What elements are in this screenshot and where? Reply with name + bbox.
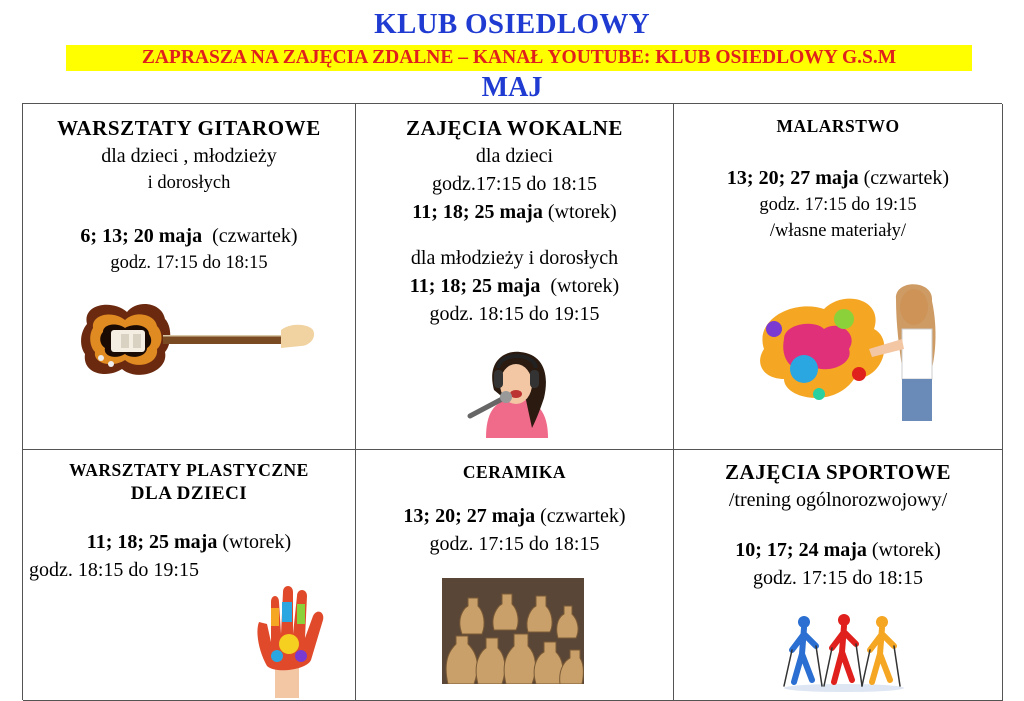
wokalne-schedule-children [356,198,673,226]
malarstwo-note: /własne materiały/ [769,221,907,241]
plastyczne-dates: 11; 18; 25 maja [86,531,218,553]
painted-hand-icon [245,582,333,698]
wokalne-day-children: (wtorek) [542,201,617,223]
plastyczne-day: (wtorek) [217,531,292,553]
gitarowe-hours: godz. 17:15 do 18:15 [110,253,268,273]
cell-sportowe [674,450,1003,701]
gitarowe-title: WARSZTATY GITAROWE [57,116,321,140]
singer-with-microphone-icon [456,350,574,438]
sportowe-dates: 10; 17; 24 maja [735,539,867,561]
gitarowe-audience-1: dla dzieci , młodzieży [101,145,277,167]
wokalne-day-adults: (wtorek) [540,275,620,297]
wokalne-hours-adults: godz. 18:15 do 19:15 [429,303,600,325]
sportowe-subtitle: /trening ogólnorozwojowy/ [728,489,948,511]
sportowe-hours: godz. 17:15 do 18:15 [753,567,923,589]
ceramika-day: (czwartek) [535,505,626,527]
cell-ceramika [356,450,674,701]
wokalne-hours-children: godz.17:15 do 18:15 [432,173,597,195]
plastyczne-title-1: WARSZTATY PLASTYCZNE [69,460,309,480]
electric-guitar-icon [77,294,317,384]
plastyczne-schedule [23,528,355,556]
gitarowe-day: (czwartek) [202,225,298,247]
gitarowe-audience-2: i dorosłych [147,173,231,193]
wokalne-schedule-adults [356,272,673,300]
ceramika-dates: 13; 20; 27 maja [403,505,536,527]
clay-pots-icon [442,578,584,684]
gitarowe-dates: 6; 13; 20 maja [80,225,203,247]
malarstwo-schedule [674,164,1002,192]
malarstwo-title: MALARSTWO [776,116,900,136]
sportowe-day: (wtorek) [866,539,941,561]
plastyczne-hours: godz. 18:15 do 19:15 [29,559,199,581]
wokalne-group-children: dla dzieci [475,145,554,167]
sportowe-schedule [674,536,1002,564]
ceramika-hours: godz. 17:15 do 18:15 [429,533,600,555]
wokalne-group-adults: dla młodzieży i dorosłych [410,247,619,269]
cell-plastyczne [23,450,356,701]
wokalne-dates-adults: 11; 18; 25 maja [409,275,541,297]
gitarowe-schedule [23,222,355,250]
sportowe-title: ZAJĘCIA SPORTOWE [724,460,952,484]
cell-malarstwo [674,104,1003,450]
wokalne-dates-children: 11; 18; 25 maja [412,201,543,223]
cell-gitarowe [23,104,356,450]
paint-splash-icon [744,279,954,421]
nordic-walkers-icon [774,612,914,692]
cell-wokalne [356,104,674,450]
month-title: MAJ [481,72,543,103]
ceramika-title: CERAMIKA [462,462,567,482]
schedule-grid [22,103,1002,700]
malarstwo-dates: 13; 20; 27 maja [726,167,859,189]
plastyczne-title-2: DLA DZIECI [130,483,248,504]
invitation-banner: ZAPRASZA NA ZAJĘCIA ZDALNE – KANAŁ YOUTUBE: KLUB OSIEDLOWY G.S.M [66,45,972,71]
club-title: KLUB OSIEDLOWY [374,8,650,40]
wokalne-title: ZAJĘCIA WOKALNE [406,116,623,140]
malarstwo-day: (czwartek) [858,167,950,189]
malarstwo-hours: godz. 17:15 do 19:15 [759,195,917,215]
ceramika-schedule [356,502,673,530]
poster-header [0,0,1024,103]
